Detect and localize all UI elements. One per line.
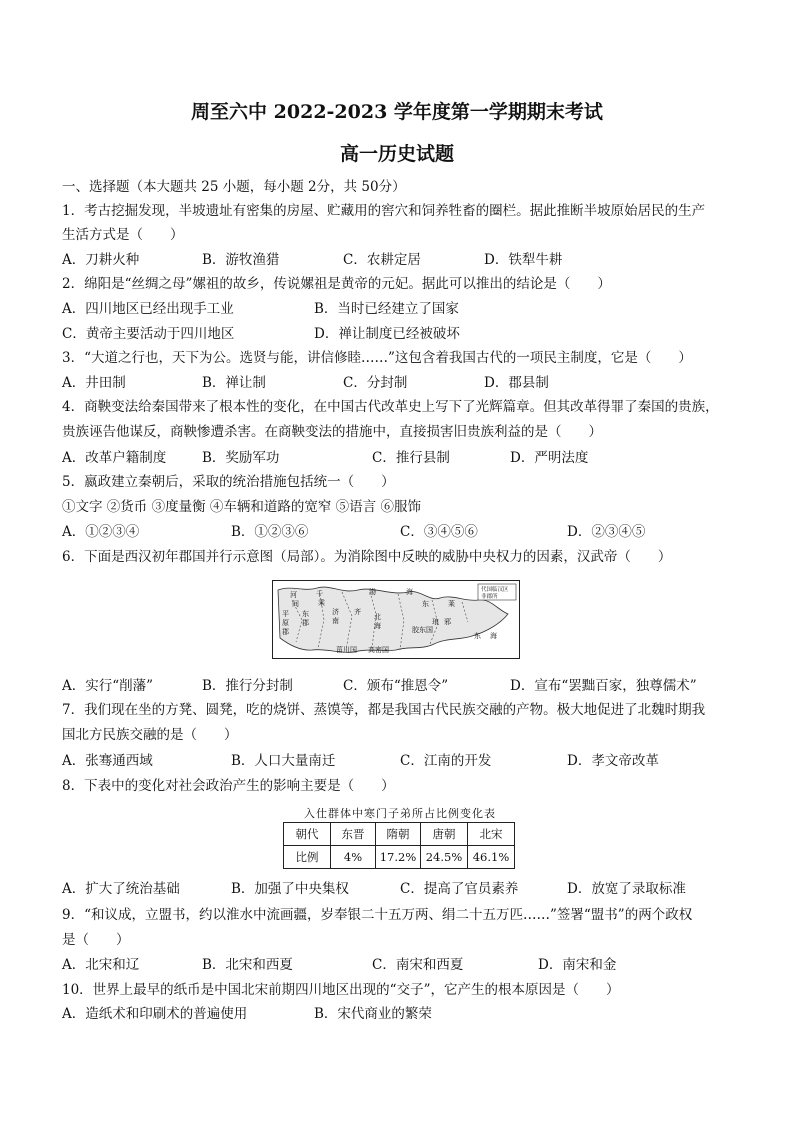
q7-option-c: C．江南的开发 xyxy=(400,753,492,769)
q10-option-a: A．造纸术和印刷术的普遍使用 xyxy=(62,1006,248,1022)
question-8-line-1: 8．下表中的变化对社会政治产生的影响主要是（ ） xyxy=(62,778,395,794)
map-label-bo: 渤 xyxy=(369,588,376,596)
q7-option-a: A．张骞通西域 xyxy=(62,753,153,769)
map-label-hai3: 海 xyxy=(490,632,497,640)
map-label-hai: 海 xyxy=(406,588,413,596)
map-legend-1: 代国临汉区 xyxy=(481,587,509,593)
question-9-line-1: 9．“和议成，立盟书，约以淮水中流画疆，岁奉银二十五万两、绢二十五万匹……”签署“盟书”的两个政权 xyxy=(62,907,693,923)
table-header-cell: 隋朝 xyxy=(376,823,421,846)
map-label-lang: 琅 xyxy=(432,618,439,626)
q2-option-a: A．四川地区已经出现手工业 xyxy=(62,301,234,317)
map-label-jun2: 郡 xyxy=(302,619,309,627)
q9-option-c: C．南宋和西夏 xyxy=(372,957,464,973)
q10-option-b: B．宋代商业的繁荣 xyxy=(314,1006,432,1022)
question-4-line-2: 贵族诬告他谋反，商鞅惨遭杀害。在商鞅变法的措施中，直接损害旧贵族利益的是（ ） xyxy=(62,424,602,440)
map-label-qian: 千 xyxy=(316,590,323,598)
question-5-line-1: 5．嬴政建立秦朝后，采取的统治措施包括统一（ ） xyxy=(62,474,395,490)
q6-option-d: D．宣布“罢黜百家，独尊儒术” xyxy=(510,678,697,694)
exam-subtitle: 高一历史试题 xyxy=(339,143,454,165)
table-header-cell: 朝代 xyxy=(284,823,331,846)
q2-option-d: D．禅让制度已经被破坏 xyxy=(314,326,460,342)
question-10-line-1: 10．世界上最早的纸币是中国北宋前期四川地区出现的“交子”，它产生的根本原因是（ ） xyxy=(62,982,620,998)
q6-option-b: B．推行分封制 xyxy=(202,678,293,694)
question-5-line-2: ①文字 ②货币 ③度量衡 ④车辆和道路的宽窄 ⑤语言 ⑥服饰 xyxy=(62,499,421,515)
q8-option-b: B．加强了中央集权 xyxy=(231,881,349,897)
table-header-row xyxy=(284,823,515,846)
q4-option-b: B．奖励军功 xyxy=(202,450,280,466)
table-header-cell: 东晋 xyxy=(331,823,376,846)
western-han-map xyxy=(272,580,520,659)
q1-option-c: C．农耕定居 xyxy=(343,252,421,268)
q8-option-d: D．放宽了录取标准 xyxy=(567,881,686,897)
q5-option-d: D．②③④⑤ xyxy=(567,524,646,540)
q3-option-b: B．禅让制 xyxy=(202,375,266,391)
table-caption: 入仕群体中寒门子弟所占比例变化表 xyxy=(304,807,496,820)
map-label-bei: 北 xyxy=(374,613,381,621)
q6-option-c: C．颁布“推恩令” xyxy=(343,678,449,694)
map-label-jian: 间 xyxy=(292,600,299,608)
q7-option-d: D．孝文帝改革 xyxy=(567,753,659,769)
map-label-yuan: 原 xyxy=(282,619,289,627)
question-2-line-1: 2．绵阳是“丝绸之母”嫘祖的故乡，传说嫘祖是黄帝的元妃。据此可以推出的结论是（ ） xyxy=(62,276,611,292)
q5-option-b: B．①②③⑥ xyxy=(231,524,309,540)
section-heading: 一、选择题（本大题共 25 小题，每小题 2分，共 50分） xyxy=(62,179,406,195)
map-label-lai: 莱 xyxy=(448,600,455,608)
q1-option-d: D．铁犁牛耕 xyxy=(484,252,563,268)
question-4-line-1: 4．商鞅变法给秦国带来了根本性的变化，在中国古代改革史上写下了光辉篇章。但其改革得罪了秦国的贵族， xyxy=(62,399,719,415)
q9-option-d: D．南宋和金 xyxy=(538,957,617,973)
q4-option-a: A．改革户籍制度 xyxy=(62,450,167,466)
question-7-line-1: 7．我们现在坐的方凳、圆凳，吃的烧饼、蒸馍等，都是我国古代民族交融的产物。极大地促进了北魏时期我 xyxy=(62,702,706,718)
map-label-dong: 东 xyxy=(422,600,429,608)
question-1-line-1: 1．考古挖掘发现，半坡遗址有密集的房屋、贮藏用的窖穴和饲养牲畜的圈栏。据此推断半坡原始居民的生产 xyxy=(62,203,706,219)
table-row xyxy=(284,846,515,869)
map-label-zichuanguo: 菑川国 xyxy=(336,646,357,654)
map-label-gaomiguo: 高密国 xyxy=(368,646,389,654)
question-1-line-2: 生活方式是（ ） xyxy=(62,227,184,243)
map-label-dong2: 东 xyxy=(474,632,481,640)
map-label-ya: 邪 xyxy=(444,618,451,626)
map-label-jun: 郡 xyxy=(282,628,289,636)
q8-option-c: C．提高了官员素养 xyxy=(400,881,519,897)
q8-option-a: A．扩大了统治基础 xyxy=(62,881,180,897)
map-label-dong3: 东 xyxy=(302,610,309,618)
q2-option-b: B．当时已经建立了国家 xyxy=(314,301,459,317)
map-label-he: 河 xyxy=(290,591,297,599)
exam-title: 周至六中 2022-2023 学年度第一学期期末考试 xyxy=(191,101,603,123)
q4-option-d: D．严明法度 xyxy=(510,450,589,466)
q1-option-b: B．游牧渔猎 xyxy=(202,252,280,268)
table-cell: 4% xyxy=(331,846,376,869)
q3-option-d: D．郡县制 xyxy=(484,375,549,391)
ratio-table xyxy=(283,822,515,869)
map-label-nan: 南 xyxy=(332,617,339,625)
table-header-cell: 唐朝 xyxy=(421,823,468,846)
q5-option-c: C．③④⑤⑥ xyxy=(400,524,478,540)
q9-option-a: A．北宋和辽 xyxy=(62,957,140,973)
question-3-line-1: 3．“大道之行也，天下为公。选贤与能，讲信修睦……”这包含着我国古代的一项民主制度，它是（ ） xyxy=(62,350,692,366)
q2-option-c: C．黄帝主要活动于四川地区 xyxy=(62,326,235,342)
q5-option-a: A．①②③④ xyxy=(62,524,140,540)
table-cell: 24.5% xyxy=(421,846,468,869)
map-legend-2: 非郡所 xyxy=(481,594,498,600)
q1-option-a: A．刀耕火种 xyxy=(62,252,140,268)
q4-option-c: C．推行县制 xyxy=(372,450,450,466)
table-cell: 17.2% xyxy=(376,846,421,869)
q9-option-b: B．北宋和西夏 xyxy=(202,957,293,973)
map-label-ji: 济 xyxy=(332,608,339,616)
table-header-cell: 北宋 xyxy=(468,823,515,846)
map-label-hai2: 海 xyxy=(374,622,381,630)
map-label-ping: 平 xyxy=(282,610,289,618)
map-label-jiaodongguo: 胶东国 xyxy=(412,626,433,634)
q3-option-a: A．井田制 xyxy=(62,375,126,391)
table-cell: 46.1% xyxy=(468,846,515,869)
map-label-cheng: 乘 xyxy=(318,599,325,607)
q6-option-a: A．实行“削藩” xyxy=(62,678,154,694)
q7-option-b: B．人口大量南迁 xyxy=(231,753,336,769)
question-7-line-2: 国北方民族交融的是（ ） xyxy=(62,727,238,743)
question-9-line-2: 是（ ） xyxy=(62,932,130,948)
map-label-qi: 齐 xyxy=(354,608,361,616)
q3-option-c: C．分封制 xyxy=(343,375,408,391)
question-6-line-1: 6．下面是西汉初年郡国并行示意图（局部）。为消除图中反映的威胁中央权力的因素，汉武帝（ ） xyxy=(62,549,672,565)
table-cell: 比例 xyxy=(284,846,331,869)
